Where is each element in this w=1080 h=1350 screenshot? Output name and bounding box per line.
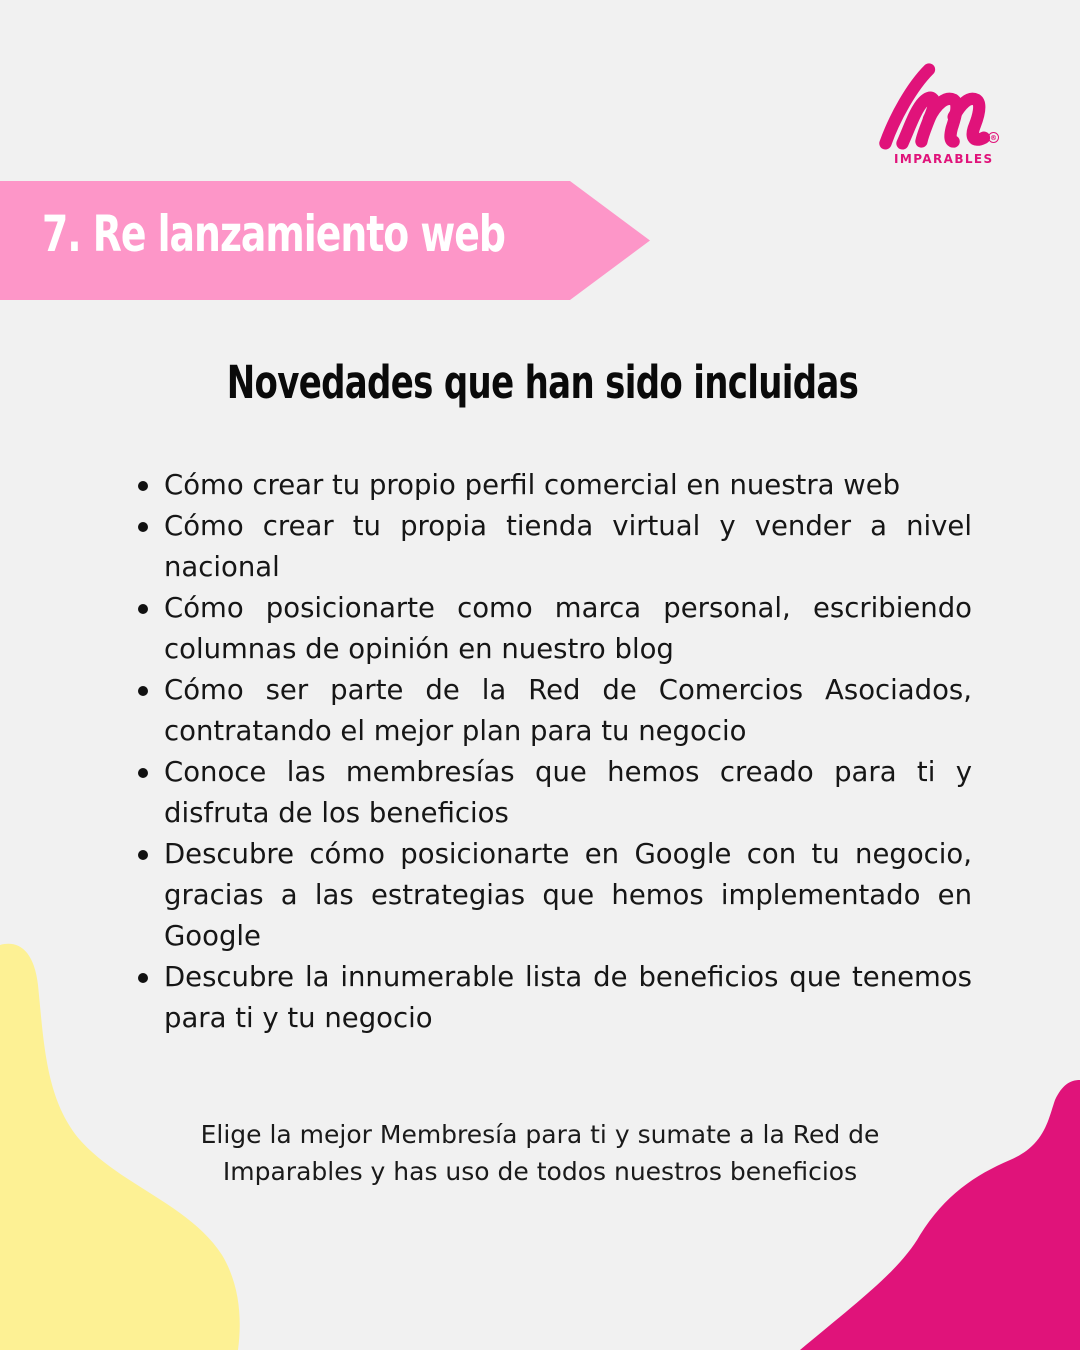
footer-line-2: Imparables y has uso de todos nuestros beneficios bbox=[222, 1157, 858, 1186]
section-heading: Novedades que han sido incluidas bbox=[226, 356, 859, 409]
features-list bbox=[136, 465, 972, 1039]
imparables-logo-icon bbox=[868, 60, 1008, 150]
list-item: Cómo ser parte de la Red de Comercios Asociados, contratando el mejor plan para tu negocio bbox=[136, 670, 972, 752]
footer-line-1: Elige la mejor Membresía para ti y sumate a la Red de bbox=[200, 1120, 880, 1149]
list-item: Cómo crear tu propia tienda virtual y vender a nivel nacional bbox=[136, 506, 972, 588]
brand-name: IMPARABLES bbox=[894, 152, 994, 166]
list-item: Descubre la innumerable lista de beneficios que tenemos para ti y tu negocio bbox=[136, 957, 972, 1039]
list-item: Descubre cómo posicionarte en Google con tu negocio, gracias a las estrategias que hemos implementado en Google bbox=[136, 834, 972, 957]
list-item: Cómo posicionarte como marca personal, escribiendo columnas de opinión en nuestro blog bbox=[136, 588, 972, 670]
registered-mark: ® bbox=[990, 133, 997, 142]
footer-cta bbox=[150, 1116, 930, 1190]
list-item: Cómo crear tu propio perfil comercial en nuestra web bbox=[136, 465, 972, 506]
list-item: Conoce las membresías que hemos creado para ti y disfruta de los beneficios bbox=[136, 752, 972, 834]
banner-title: 7. Re lanzamiento web bbox=[42, 205, 505, 263]
